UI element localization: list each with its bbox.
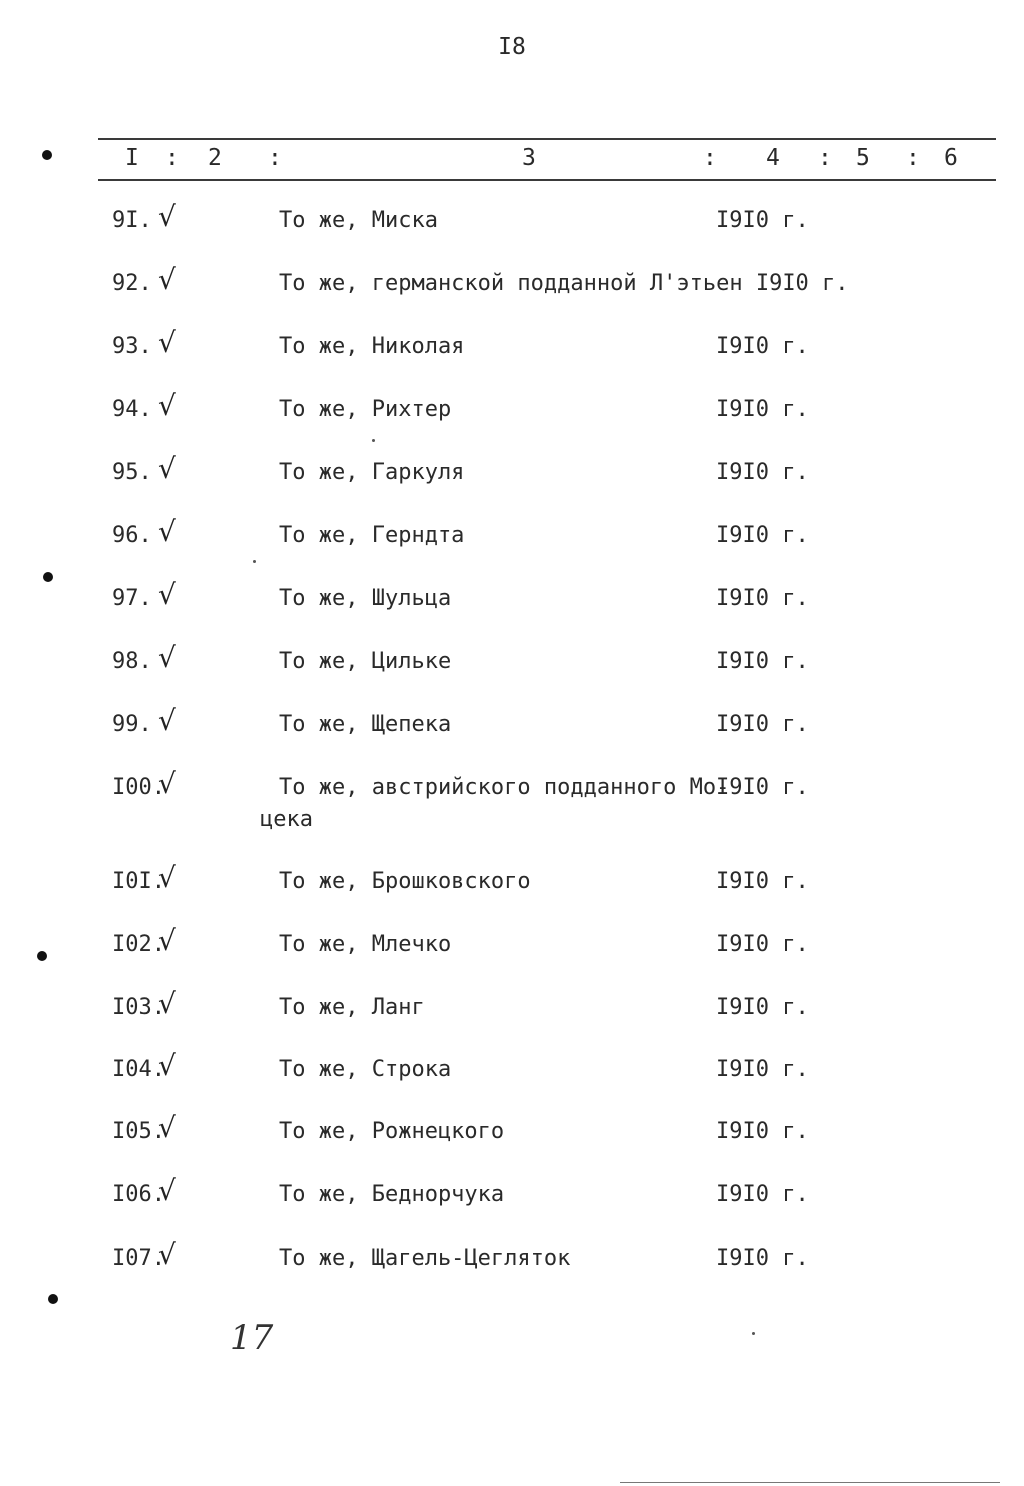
row-number: 96. — [112, 523, 152, 548]
column-header-5: 5 — [856, 145, 870, 171]
row-number: 97. — [112, 586, 152, 611]
row-number: 9I. — [112, 208, 152, 233]
row-number: I07. — [112, 1246, 165, 1271]
row-description: То же, австрийского подданного Мо- — [279, 775, 730, 800]
handwritten-note: 17 — [230, 1318, 274, 1358]
row-description: То же, Миска — [279, 208, 438, 233]
table-row — [0, 1111, 1024, 1159]
table-row — [0, 200, 1024, 248]
paper-speck — [752, 1332, 755, 1335]
row-number: I0I. — [112, 869, 165, 894]
checkmark-icon: √ — [158, 326, 176, 359]
row-year: I9I0 г. — [716, 208, 809, 233]
row-description: То же, Строка — [279, 1057, 452, 1082]
table-row — [0, 389, 1024, 437]
table-row — [0, 263, 1024, 311]
row-description: То же, Шульца — [279, 586, 452, 611]
table-row — [0, 924, 1024, 972]
table-row — [0, 641, 1024, 689]
row-year: I9I0 г. — [716, 397, 809, 422]
row-number: 95. — [112, 460, 152, 485]
row-year: I9I0 г. — [716, 932, 809, 957]
column-header-1: I — [125, 145, 139, 171]
checkmark-icon: √ — [158, 263, 176, 296]
paper-speck — [253, 560, 256, 563]
row-description: То же, Герндта — [279, 523, 465, 548]
checkmark-icon: √ — [158, 1238, 176, 1271]
checkmark-icon: √ — [158, 704, 176, 737]
row-description: То же, Щепека — [279, 712, 452, 737]
punch-hole-icon — [43, 572, 53, 582]
table-row — [0, 704, 1024, 752]
column-separator: : — [268, 145, 282, 171]
row-description: То же, Брошковского — [279, 869, 531, 894]
page-bottom-edge — [620, 1482, 1000, 1483]
row-number: 93. — [112, 334, 152, 359]
checkmark-icon: √ — [158, 1111, 176, 1144]
row-year: I9I0 г. — [716, 1182, 809, 1207]
row-description: То же, Щагель-Цегляток — [279, 1246, 571, 1271]
punch-hole-icon — [42, 150, 52, 160]
column-header-3: 3 — [522, 145, 536, 171]
checkmark-icon: √ — [158, 515, 176, 548]
row-description: То же, Рихтер — [279, 397, 452, 422]
checkmark-icon: √ — [158, 389, 176, 422]
row-year: I9I0 г. — [716, 869, 809, 894]
table-row — [0, 1049, 1024, 1097]
table-row — [0, 861, 1024, 909]
table-row — [0, 1238, 1024, 1286]
checkmark-icon: √ — [158, 861, 176, 894]
row-year: I9I0 г. — [716, 334, 809, 359]
punch-hole-icon — [37, 951, 47, 961]
row-year: I9I0 г. — [716, 649, 809, 674]
column-separator: : — [818, 145, 832, 171]
table-header-bottom-rule — [98, 179, 996, 181]
table-row — [0, 1174, 1024, 1222]
row-description: То же, Беднорчука — [279, 1182, 505, 1207]
row-description: То же, Млечко — [279, 932, 452, 957]
row-number: 92. — [112, 271, 152, 296]
table-row — [0, 767, 1024, 845]
row-number: I05. — [112, 1119, 165, 1144]
table-row — [0, 326, 1024, 374]
row-year: I9I0 г. — [716, 712, 809, 737]
row-number: I02. — [112, 932, 165, 957]
row-year: I9I0 г. — [716, 586, 809, 611]
checkmark-icon: √ — [158, 200, 176, 233]
table-row — [0, 515, 1024, 563]
row-number: I00. — [112, 775, 165, 800]
row-number: I04. — [112, 1057, 165, 1082]
row-number: 94. — [112, 397, 152, 422]
row-description: То же, Николая — [279, 334, 465, 359]
checkmark-icon: √ — [158, 987, 176, 1020]
checkmark-icon: √ — [158, 641, 176, 674]
row-number: I06. — [112, 1182, 165, 1207]
row-year: I9I0 г. — [716, 1119, 809, 1144]
column-separator: : — [165, 145, 179, 171]
row-number: 98. — [112, 649, 152, 674]
column-separator: : — [703, 145, 717, 171]
punch-hole-icon — [48, 1294, 58, 1304]
checkmark-icon: √ — [158, 924, 176, 957]
row-year: I9I0 г. — [716, 523, 809, 548]
column-separator: : — [906, 145, 920, 171]
table-row — [0, 452, 1024, 500]
row-description: То же, Рожнецкого — [279, 1119, 505, 1144]
row-description: То же, Цильке — [279, 649, 452, 674]
row-year: I9I0 г. — [716, 460, 809, 485]
checkmark-icon: √ — [158, 767, 176, 800]
column-header-6: 6 — [944, 145, 958, 171]
checkmark-icon: √ — [158, 1174, 176, 1207]
row-description: То же, Гаркуля — [279, 460, 465, 485]
checkmark-icon: √ — [158, 578, 176, 611]
row-description-continuation: цека — [260, 807, 313, 832]
row-year: I9I0 г. — [716, 775, 809, 800]
column-header-4: 4 — [766, 145, 780, 171]
column-header-2: 2 — [208, 145, 222, 171]
checkmark-icon: √ — [158, 1049, 176, 1082]
row-year: I9I0 г. — [716, 1057, 809, 1082]
checkmark-icon: √ — [158, 452, 176, 485]
row-number: I03. — [112, 995, 165, 1020]
row-description: То же, Ланг — [279, 995, 425, 1020]
row-description: То же, германской подданной Л'этьен I9I0 г. — [279, 271, 849, 296]
row-year: I9I0 г. — [716, 1246, 809, 1271]
table-row — [0, 987, 1024, 1035]
row-year: I9I0 г. — [716, 995, 809, 1020]
paper-speck — [372, 439, 375, 442]
row-number: 99. — [112, 712, 152, 737]
page-number: I8 — [498, 34, 526, 60]
table-row — [0, 578, 1024, 626]
table-header-top-rule — [98, 138, 996, 140]
